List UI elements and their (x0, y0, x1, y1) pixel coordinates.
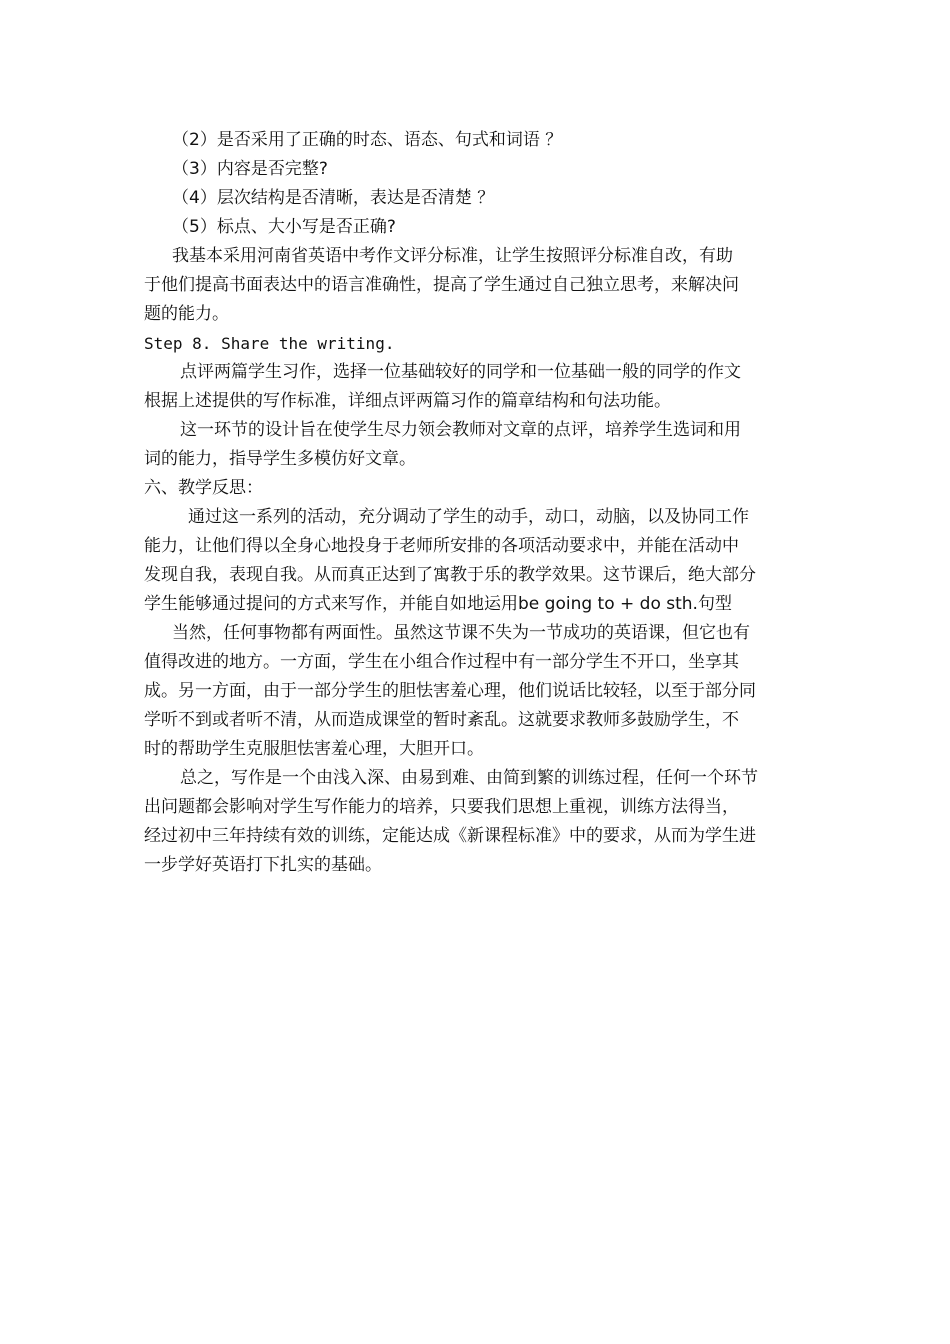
criterion-item: （2）是否采用了正确的时态、语态、句式和词语 ？ (172, 130, 563, 150)
paragraph-line: 通过这一系列的活动，充分调动了学生的动手，动口，动脑，以及协同工作 (188, 507, 749, 527)
paragraph-line: 词的能力，指导学生多模仿好文章。 (144, 449, 416, 469)
paragraph-line: 能力，让他们得以全身心地投身于老师所安排的各项活动要求中，并能在活动中 (144, 536, 739, 556)
paragraph-line: 出问题都会影响对学生写作能力的培养，只要我们思想上重视，训练方法得当， (144, 797, 739, 817)
paragraph-line: 题的能力。 (144, 304, 229, 324)
paragraph-line: 点评两篇学生习作，选择一位基础较好的同学和一位基础一般的同学的作文 (180, 362, 741, 382)
paragraph-line: 一步学好英语打下扎实的基础。 (144, 855, 382, 875)
document-body (144, 126, 812, 880)
paragraph-line: 于他们提高书面表达中的语言准确性，提高了学生通过自己独立思考，来解决问 (144, 275, 739, 295)
paragraph-line: 发现自我，表现自我。从而真正达到了寓教于乐的教学效果。这节课后，绝大部分 (144, 565, 756, 585)
paragraph-line: 成。另一方面，由于一部分学生的胆怯害羞心理，他们说话比较轻，以至于部分同 (144, 681, 756, 701)
paragraph-line: 学听不到或者听不清，从而造成课堂的暂时紊乱。这就要求教师多鼓励学生，不 (144, 710, 739, 730)
criterion-item: （3）内容是否完整? (172, 159, 328, 179)
paragraph-line: 当然，任何事物都有两面性。虽然这节课不失为一节成功的英语课，但它也有 (172, 623, 750, 643)
paragraph-line: 根据上述提供的写作标准，详细点评两篇习作的篇章结构和句法功能。 (144, 391, 671, 411)
paragraph-line: 时的帮助学生克服胆怯害羞心理，大胆开口。 (144, 739, 484, 759)
paragraph-line: 经过初中三年持续有效的训练，定能达成《新课程标准》中的要求，从而为学生进 (144, 826, 756, 846)
criterion-item: （5）标点、大小写是否正确? (172, 217, 396, 237)
paragraph-line: 值得改进的地方。一方面，学生在小组合作过程中有一部分学生不开口，坐享其 (144, 652, 739, 672)
step-heading: Step 8. Share the writing. (144, 334, 395, 353)
paragraph-line: 我基本采用河南省英语中考作文评分标准，让学生按照评分标准自改，有助 (172, 246, 733, 266)
section-heading: 六、教学反思： (144, 478, 263, 498)
paragraph-line: 这一环节的设计旨在使学生尽力领会教师对文章的点评，培养学生选词和用 (180, 420, 741, 440)
criterion-item: （4）层次结构是否清晰，表达是否清楚 ？ (172, 188, 495, 208)
paragraph-line: 总之，写作是一个由浅入深、由易到难、由简到繁的训练过程，任何一个环节 (180, 768, 758, 788)
paragraph-line: 学生能够通过提问的方式来写作，并能自如地运用be going to + do sth.句型 (144, 594, 732, 614)
